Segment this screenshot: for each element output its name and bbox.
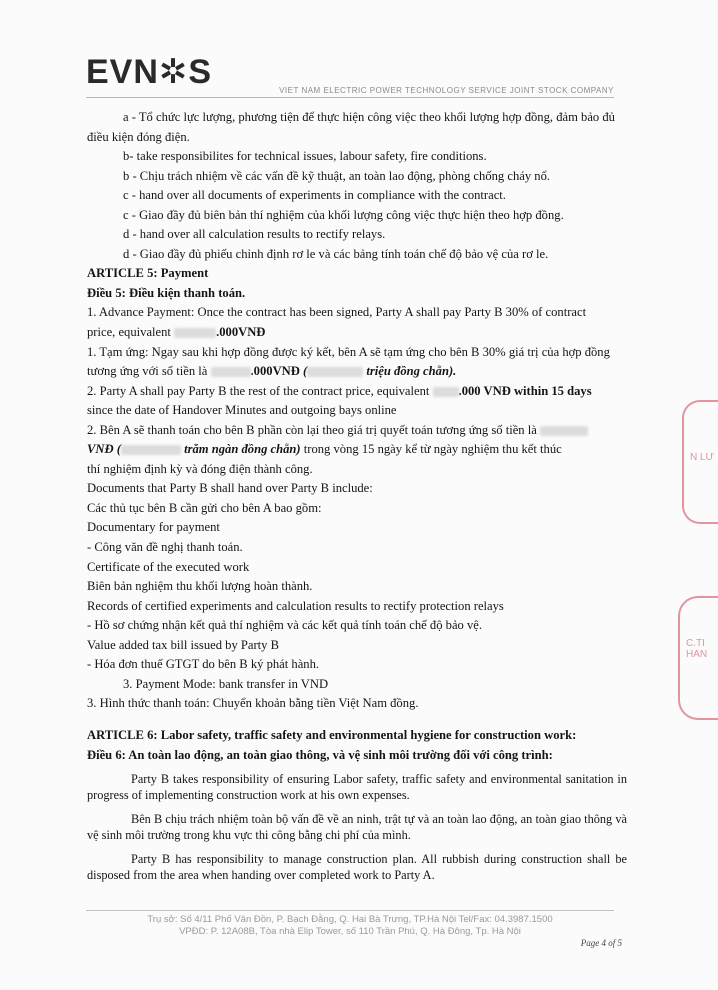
doc-payment-en: Documentary for payment <box>87 520 220 535</box>
remaining-payment-vi-end: thí nghiệm định kỳ và đóng điện thành công. <box>87 461 313 476</box>
footer-office: VPĐD: P. 12A08B, Tòa nhà Elip Tower, số 110 Trần Phú, Q. Hà Đông, Tp. Hà Nội <box>179 926 521 937</box>
remaining-payment-en <box>87 382 627 402</box>
text-span: 2. Bên A sẽ thanh toán cho bên B phần còn lại theo giá trị quyết toán tương ứng số tiền là <box>87 422 537 437</box>
stamp-partial-top <box>682 400 718 524</box>
amount-words-open: VNĐ ( <box>87 442 121 457</box>
documents-intro-vi: Các thủ tục bên B cần gửi cho bên A bao gồm: <box>87 500 322 515</box>
payment-mode-vi: 3. Hình thức thanh toán: Chuyển khoản bằng tiền Việt Nam đồng. <box>87 696 419 711</box>
doc-records-en: Records of certified experiments and calculation results to rectify protection relays <box>87 598 504 613</box>
redacted-amount <box>433 387 459 397</box>
advance-payment-vi: 1. Tạm ứng: Ngay sau khi hợp đồng được ký kết, bên A sẽ tạm ứng cho bên B 30% giá trị của hợp đồng <box>87 344 610 359</box>
redacted-amount <box>211 367 251 377</box>
doc-certificate-vi: Biên bản nghiệm thu khối lượng hoàn thành. <box>87 579 313 594</box>
clause-b-vi: b - Chịu trách nhiệm về các vấn đề kỹ thuật, an toàn lao động, phòng chống cháy nổ. <box>123 168 551 183</box>
document-body <box>87 108 627 891</box>
page-number: Page 4 of 5 <box>580 938 622 948</box>
clause-a-vi-cont: điều kiện đóng điện. <box>87 129 190 144</box>
doc-payment-vi: - Công văn đề nghị thanh toán. <box>87 540 243 555</box>
amount-text: .000VNĐ <box>216 325 266 340</box>
doc-vat-vi: - Hóa đơn thuế GTGT do bên B ký phát hành. <box>87 657 320 672</box>
advance-payment-vi-cont <box>87 362 627 382</box>
text-span: price, equivalent <box>87 325 171 340</box>
doc-vat-en: Value added tax bill issued by Party B <box>87 637 280 652</box>
remaining-payment-vi <box>87 421 627 441</box>
article-6-heading-en: ARTICLE 6: Labor safety, traffic safety and environmental hygiene for construction work: <box>87 727 577 742</box>
advance-payment-en-cont <box>87 323 627 343</box>
stamp-text: N LƯ <box>690 452 715 463</box>
remaining-payment-vi-cont <box>87 440 627 460</box>
article-6-para-1: Party B takes responsibility of ensuring Labor safety, traffic safety and environmental sanitation in progress of implementing construction work at his own expenses. <box>87 772 627 803</box>
clause-d-vi: d - Giao đầy đủ phiếu chỉnh định rơ le và các bảng tính toán chế độ bảo vệ của rơ le. <box>123 246 549 261</box>
redacted-amount <box>540 426 588 436</box>
redacted-words <box>121 445 181 455</box>
amount-text: .000VNĐ <box>250 364 300 379</box>
article-5-heading-vi: Điều 5: Điều kiện thanh toán. <box>87 285 246 300</box>
amount-text: .000 VNĐ within 15 days <box>458 383 592 398</box>
clause-c-vi: c - Giao đầy đủ biên bản thí nghiệm của khối lượng công việc thực hiện theo hợp đồng. <box>123 207 564 222</box>
article-6-para-2: Bên B chịu trách nhiệm toàn bộ vấn đề về an ninh, trật tự và an toàn lao động, an toàn giao thông và vệ sinh môi trường trong khu vực thi công bằng chi phí của mình. <box>87 812 627 843</box>
clause-a-vi: a - Tổ chức lực lượng, phương tiện để thực hiện công việc theo khối lượng hợp đồng, đảm bảo đủ <box>123 110 615 124</box>
amount-words-text: trăm ngàn đồng chẵn) <box>184 442 301 457</box>
stamp-partial-bottom <box>678 596 718 720</box>
doc-records-vi: - Hồ sơ chứng nhận kết quả thí nghiệm và các kết quả tính toán chế độ bảo vệ. <box>87 618 483 633</box>
payment-mode-en: 3. Payment Mode: bank transfer in VND <box>123 676 329 691</box>
article-5-heading-en: ARTICLE 5: Payment <box>87 266 209 281</box>
documents-intro-en: Documents that Party B shall hand over Party B include: <box>87 481 373 496</box>
spacer <box>87 714 627 726</box>
footer-address: Trụ sở: Số 4/11 Phố Vân Đồn, P. Bạch Đằng, Q. Hai Bà Trưng, TP.Hà Nội Tel/Fax: 04.3987.1500 <box>147 914 553 925</box>
amount-words: ( triệu đồng chẵn). <box>303 364 457 379</box>
stamp-text: C.TI HAN <box>686 638 708 660</box>
company-name: VIET NAM ELECTRIC POWER TECHNOLOGY SERVICE JOINT STOCK COMPANY <box>86 86 614 98</box>
text-span: tương ứng với số tiền là <box>87 364 208 379</box>
clause-b-en: b- take responsibilites for technical issues, labour safety, fire conditions. <box>123 149 487 164</box>
remaining-payment-en-cont: since the date of Handover Minutes and outgoing bays online <box>87 403 397 418</box>
amount-words-text: triệu đồng chẵn). <box>366 364 457 379</box>
doc-certificate-en: Certificate of the executed work <box>87 559 250 574</box>
text-span: trong vòng 15 ngày kể từ ngày nghiệm thu kết thúc <box>300 442 562 457</box>
article-6-para-3: Party B has responsibility to manage construction plan. All rubbish during construction shall be disposed from the area when handing over completed work to Party A. <box>87 852 627 883</box>
article-6-heading-vi: Điều 6: An toàn lao động, an toàn giao thông, và vệ sinh môi trường đối với công trình: <box>87 747 553 762</box>
clause-d-en: d - hand over all calculation results to rectify relays. <box>123 227 386 242</box>
advance-payment-en: 1. Advance Payment: Once the contract has been signed, Party A shall pay Party B 30% of contract <box>87 305 587 320</box>
redacted-words <box>307 367 363 377</box>
page-footer <box>86 910 614 938</box>
redacted-amount <box>174 328 216 338</box>
logo-text: EVN✲S <box>86 53 213 91</box>
text-span: 2. Party A shall pay Party B the rest of the contract price, equivalent <box>87 383 430 398</box>
clause-c-en: c - hand over all documents of experiments in compliance with the contract. <box>123 188 506 203</box>
